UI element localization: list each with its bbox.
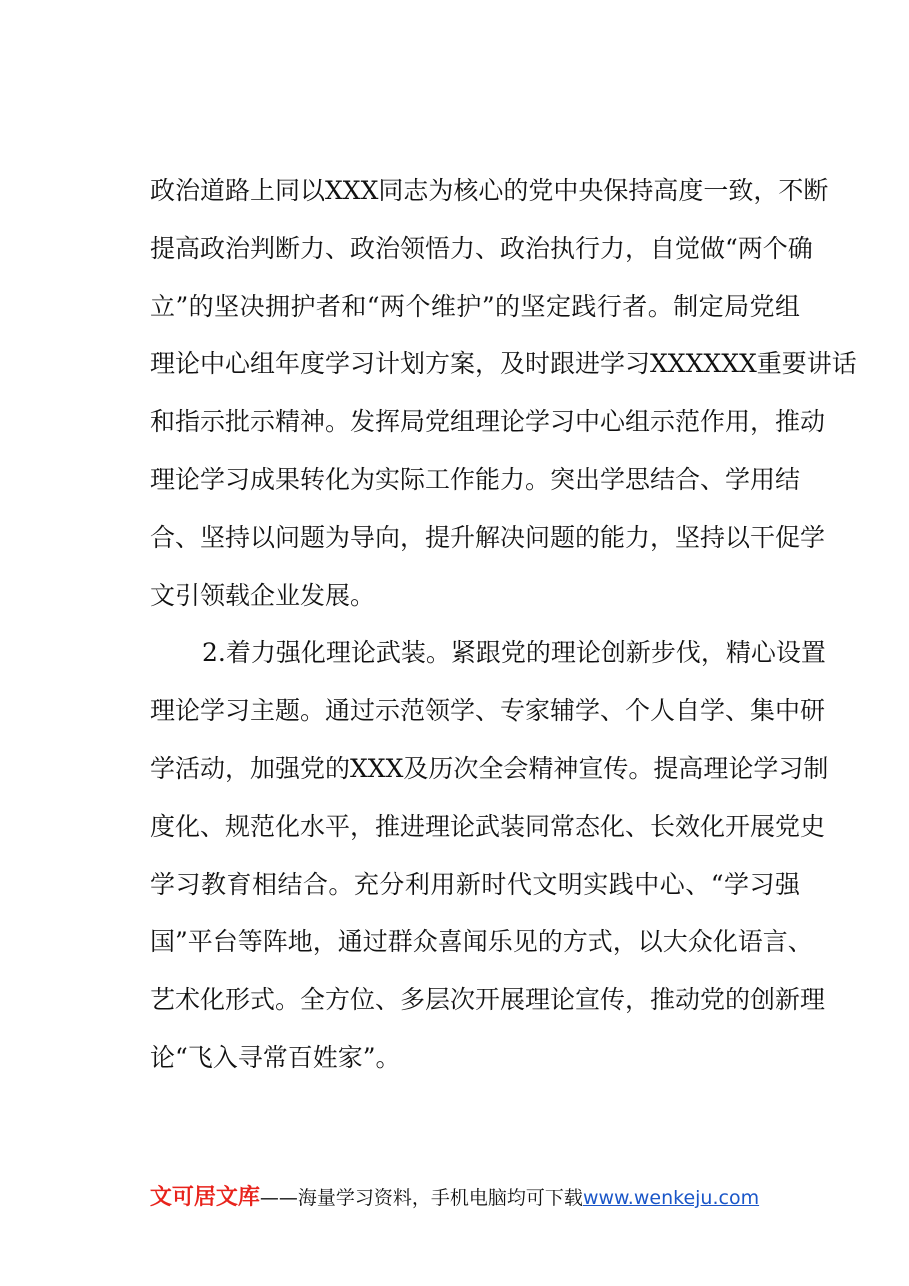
body-text: [150, 162, 857, 1087]
text-line: 论“飞入寻常百姓家”。: [150, 1042, 401, 1072]
text-line: 政治道路上同以XXX同志为核心的党中央保持高度一致，不断: [150, 176, 829, 205]
text-line: 学活动，加强党的XXX及历次全会精神宣传。提高理论学习制: [150, 753, 829, 783]
paragraph-1: [150, 162, 857, 624]
text-line: 国”平台等阵地，通过群众喜闻乐见的方式，以大众化语言、: [150, 927, 813, 957]
text-line: 理论学习成果转化为实际工作能力。突出学思结合、学用结: [150, 464, 801, 494]
text-line: 提高政治判断力、政治领悟力、政治执行力，自觉做“两个确: [150, 233, 813, 263]
paragraph-2: [150, 624, 829, 1086]
footer-site-link[interactable]: www.wenkeju.com: [582, 1187, 760, 1209]
text-line: 立”的坚决拥护者和“两个维护”的坚定践行者。制定局党组: [150, 291, 800, 321]
page-footer: [0, 1180, 909, 1211]
text-line: 度化、规范化水平，推进理论武装同常态化、长效化开展党史: [150, 811, 826, 841]
text-line: 合、坚持以问题为导向，提升解决问题的能力，坚持以干促学: [150, 522, 826, 552]
text-line: 理论中心组年度学习计划方案，及时跟进学习XXXXXX重要讲话: [150, 349, 857, 379]
text-line: 艺术化形式。全方位、多层次开展理论宣传，推动党的创新理: [150, 985, 826, 1015]
text-line: 和指示批示精神。发挥局党组理论学习中心组示范作用，推动: [150, 407, 826, 437]
text-line: 2.着力强化理论武装。紧跟党的理论创新步伐，精心设置: [202, 638, 826, 668]
text-line: 学习教育相结合。充分利用新时代文明实践中心、“学习强: [150, 869, 800, 899]
footer-brand: 文可居文库: [149, 1185, 260, 1210]
text-line: 文引领载企业发展。: [150, 580, 376, 610]
text-line: 理论学习主题。通过示范领学、专家辅学、个人自学、集中研: [150, 696, 826, 726]
footer-tagline: ——海量学习资料，手机电脑均可下载: [259, 1187, 583, 1209]
